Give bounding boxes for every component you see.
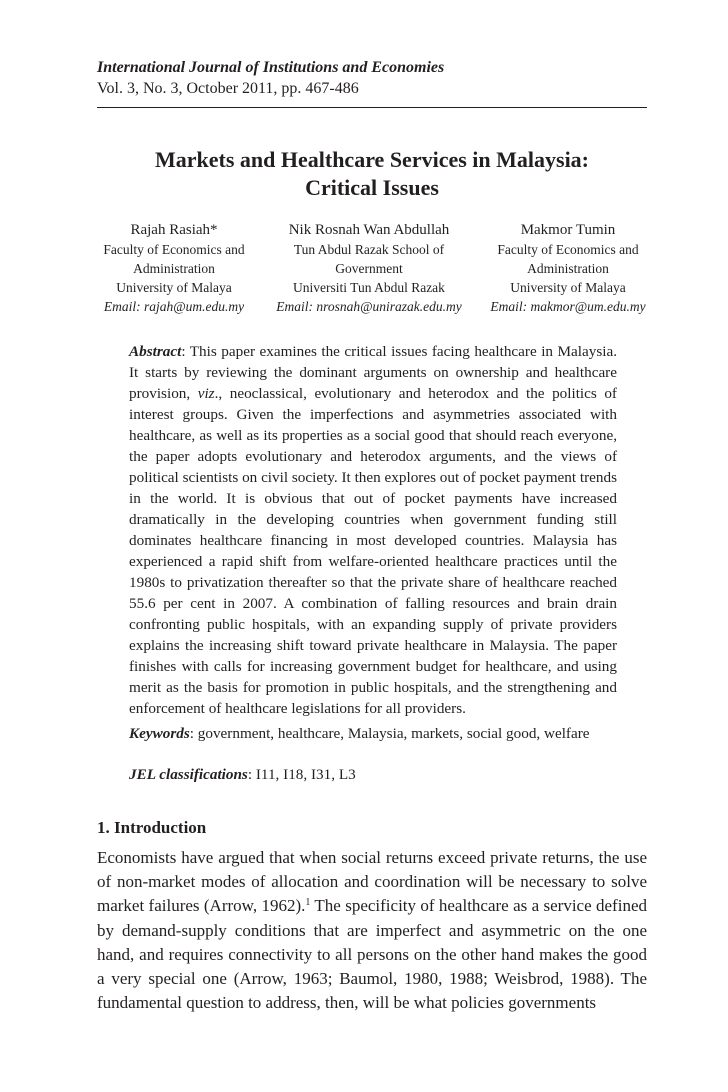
- section-heading-introduction: 1. Introduction: [97, 818, 207, 837]
- author-affiliation-line: Faculty of Economics and: [103, 242, 245, 257]
- paper-title: [97, 146, 647, 202]
- abstract-text-continued: ., neoclassical, evolutionary and heterodox and the politics of interest groups. Given the imperfections and asymmetries associated with healthcare, as well as its properties as a social good that should reach everyone, the paper adopts evolutionary and heterodox arguments, and the views of political scientists on civil society. It then explores out of pocket payment trends in the world. It is obvious that out of pocket payments have increased dramatically in the developing countries when government funding still dominates healthcare financing in most developed countries. Malaysia has experienced a rapid shift from welfare-oriented healthcare practices until the 1980s to privatization thereafter so that the private share of healthcare reached 55.6 per cent in 2007. A combination of falling resources and brain drain confronting public hospitals, with an expanding supply of private providers explains the increasing shift toward private healthcare in Malaysia. The paper finishes with calls for increasing government budget for healthcare, and using merit as the basis for promotion in public hospitals, and the strengthening and enforcement of healthcare legislations for all providers.: [129, 385, 617, 717]
- author-affiliation-line: University of Malaya: [116, 280, 232, 295]
- footnote-ref[interactable]: 1: [305, 897, 311, 909]
- title-line-1: Markets and Healthcare Services in Malaysia:: [154, 147, 590, 172]
- abstract-text: : This paper examines the critical issues facing healthcare in Malaysia. It starts by reviewing the dominant arguments on ownership and healthcare provision,: [129, 343, 617, 402]
- keywords-text: : government, healthcare, Malaysia, markets, social good, welfare: [189, 725, 590, 742]
- author-affiliation-line: Administration: [133, 261, 215, 276]
- author-affiliation-line: Administration: [527, 261, 609, 276]
- author-name: Nik Rosnah Wan Abdullah: [288, 222, 450, 238]
- keywords-label: Keywords: [129, 725, 190, 742]
- journal-volume-info: Vol. 3, No. 3, October 2011, pp. 467-486: [97, 80, 359, 97]
- author-email: Email: makmor@um.edu.my: [490, 299, 646, 314]
- jel-classifications: [129, 764, 629, 785]
- jel-label: JEL classifications: [129, 766, 248, 783]
- abstract: [129, 341, 617, 719]
- author-affiliation-line: Faculty of Economics and: [497, 242, 639, 257]
- author-rasiah: [90, 220, 258, 316]
- author-email: Email: rajah@um.edu.my: [103, 299, 245, 314]
- author-affiliation-line: Tun Abdul Razak School of: [293, 242, 445, 257]
- author-name: Rajah Rasiah*: [130, 222, 218, 238]
- jel-text: : I11, I18, I31, L3: [247, 766, 356, 783]
- abstract-label: Abstract: [129, 343, 182, 360]
- title-line-2: Critical Issues: [305, 175, 439, 200]
- journal-header: [97, 58, 647, 99]
- introduction-body: [97, 846, 647, 1015]
- abstract-viz: viz: [197, 385, 215, 402]
- keywords: [129, 723, 629, 744]
- author-email: Email: nrosnah@unirazak.edu.my: [276, 299, 462, 314]
- intro-text: Economists have argued that when social returns exceed private returns, the use of non-market modes of allocation and coordination will be necessary to solve market failures (Arrow, 1962).: [97, 848, 647, 916]
- journal-name: International Journal of Institutions and Economies: [97, 59, 445, 76]
- intro-text-continued: The specificity of healthcare as a service defined by demand-supply conditions that are imperfect and asymmetric on the one hand, and requires connectivity to all persons on the other hand makes the good a very special one (Arrow, 1963; Baumol, 1980, 1988; Weisbrod, 1988). The fundamental question to address, then, will be what policies governments: [97, 896, 647, 1013]
- author-affiliation-line: Universiti Tun Abdul Razak: [293, 280, 445, 295]
- author-affiliation-line: Government: [335, 261, 403, 276]
- author-name: Makmor Tumin: [520, 222, 616, 238]
- author-tumin: [482, 220, 654, 316]
- author-affiliation-line: University of Malaya: [510, 280, 626, 295]
- header-divider: [97, 107, 647, 108]
- author-abdullah: [262, 220, 476, 316]
